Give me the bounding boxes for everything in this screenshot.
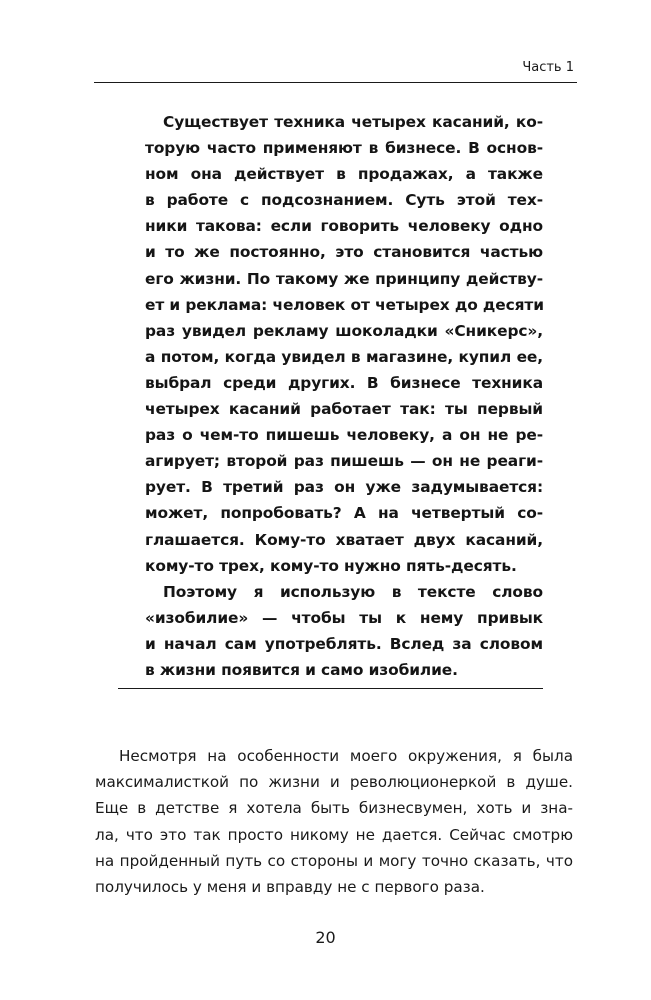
body-paragraph: [95, 743, 573, 900]
callout-divider: [118, 688, 543, 689]
page-number: 20: [315, 928, 336, 947]
callout-line: и начал сам употреблять. Вслед за словом: [145, 634, 543, 653]
callout-line: может, попробовать? А на четвертый со-: [145, 504, 543, 523]
callout-line: четырех касаний работает так: ты первый: [145, 400, 543, 419]
callout-line: Существует техника четырех касаний, ко-: [163, 113, 543, 131]
body-line: получилось у меня и вправду не с первого раза.: [95, 878, 485, 897]
callout-line: ном она действует в продажах, а также: [145, 165, 543, 184]
body-line: Еще в детстве я хотела быть бизнесвумен, хоть и зна-: [95, 799, 573, 818]
callout-line: в работе с подсознанием. Суть этой тех-: [145, 191, 543, 210]
callout-box: [145, 109, 543, 683]
callout-line: ет и реклама: человек от четырех до десяти: [145, 295, 544, 314]
callout-line: Поэтому я использую в тексте слово: [163, 582, 543, 601]
callout-line: кому-то трех, кому-то нужно пять-десять.: [145, 556, 517, 575]
callout-line: в жизни появится и само изобилие.: [145, 660, 458, 679]
callout-line: торую часто применяют в бизнесе. В основ-: [145, 139, 543, 158]
callout-line: и то же постоянно, это становится частью: [145, 243, 543, 262]
callout-line: ники такова: если говорить человеку одно: [145, 217, 543, 236]
header-divider: [94, 82, 577, 83]
callout-line: «изобилие» — чтобы ты к нему привык: [145, 608, 543, 627]
body-line: Несмотря на особенности моего окружения, я была: [119, 747, 573, 765]
body-line: на пройденный путь со стороны и могу точно сказать, что: [95, 851, 573, 870]
callout-line: раз увидел рекламу шоколадки «Сникерс»,: [145, 321, 543, 340]
body-line: максималисткой по жизни и революционеркой в душе.: [95, 773, 573, 792]
callout-line: рует. В третий раз он уже задумывается:: [145, 478, 543, 497]
callout-line: его жизни. По такому же принципу действу-: [145, 269, 543, 288]
callout-line: агирует; второй раз пишешь — он не реаги-: [145, 452, 543, 471]
callout-line: раз о чем-то пишешь человеку, а он не ре-: [145, 426, 543, 445]
running-header-part: Часть 1: [522, 60, 574, 75]
callout-line: выбрал среди других. В бизнесе техника: [145, 373, 543, 392]
body-line: ла, что это так просто никому не дается. Сейчас смотрю: [95, 825, 573, 844]
callout-line: глашается. Кому-то хватает двух касаний,: [145, 530, 543, 549]
callout-line: а потом, когда увидел в магазине, купил ее,: [145, 347, 543, 366]
